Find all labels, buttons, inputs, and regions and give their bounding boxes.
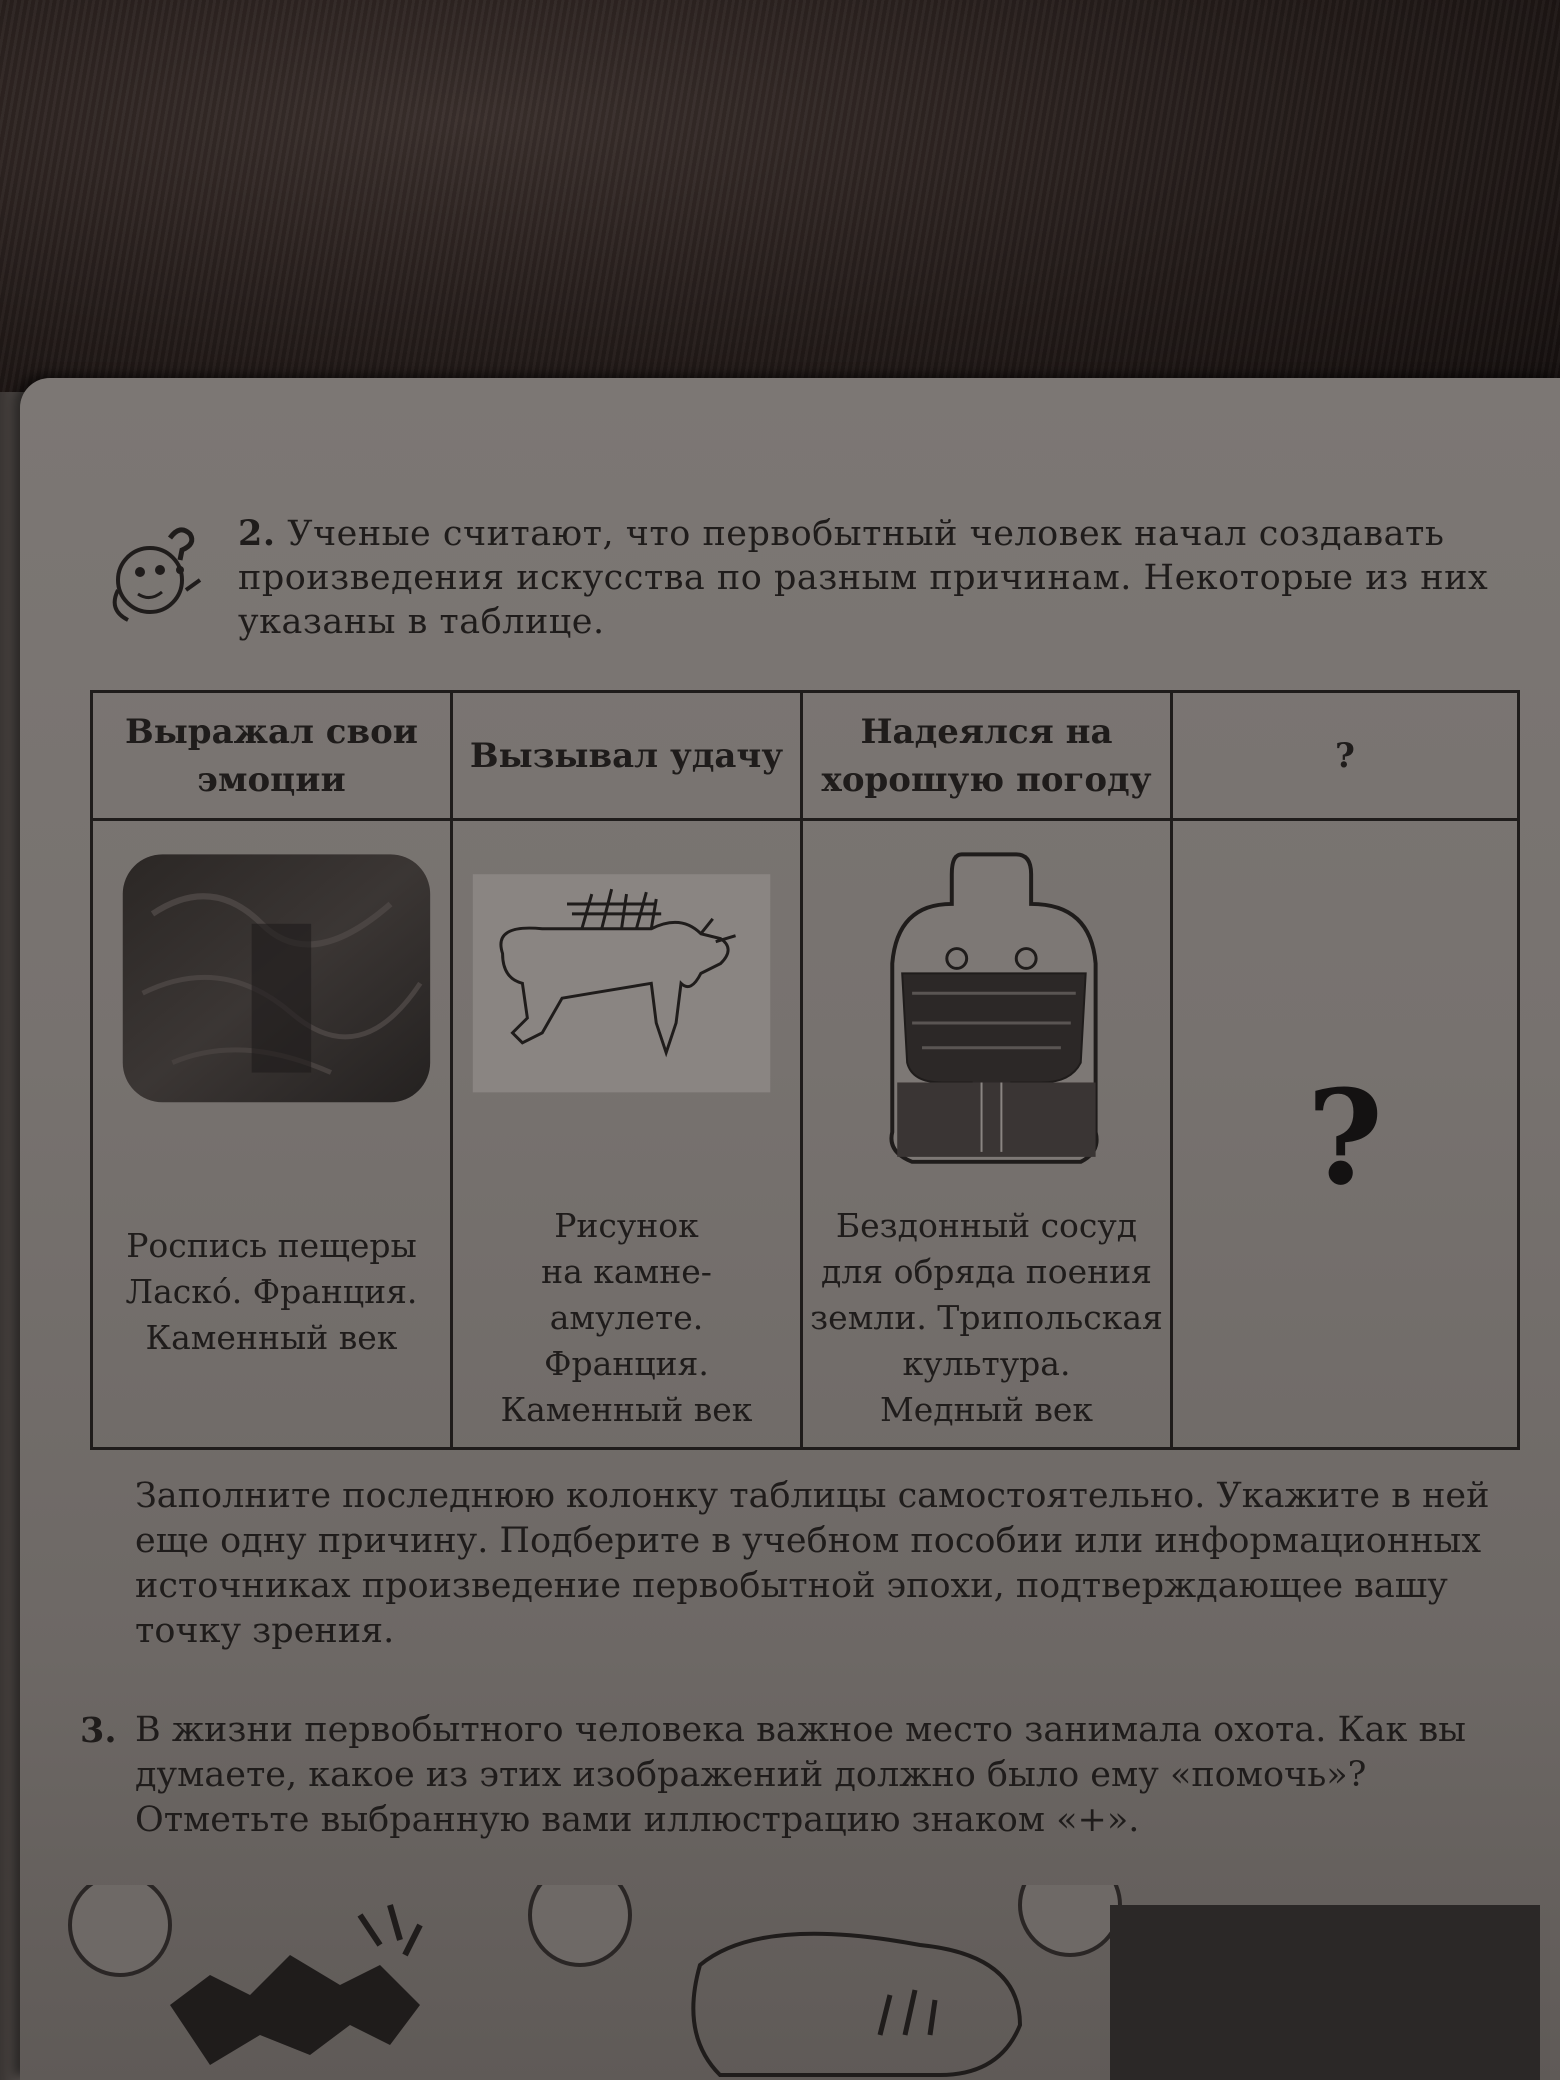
caption-line: Ласко́. Франция. [125,1272,418,1311]
column-header: Надеялся на хорошую погоду [803,693,1170,821]
column-caption [453,1203,800,1433]
thinking-character-icon [108,520,208,630]
caption-line: для обряда поения [821,1252,1152,1291]
task3-illustrations [60,1885,1540,2080]
column-header: Выражал свои эмоции [93,693,450,821]
caption-line: Каменный век [145,1318,398,1357]
question-mark-placeholder: ? [1306,1061,1384,1214]
caption-line: Франция. [544,1344,709,1383]
caption-line: Медный век [879,1390,1094,1429]
caption-line: Каменный век [500,1390,753,1429]
column-header: ? [1173,693,1517,821]
task2-statement [238,512,1498,644]
caption-line: на камне- [541,1252,712,1291]
bottomless-vessel-image [803,833,1170,1203]
task3-text: В жизни первобытного человека важное место занимала охота. Как вы думаете, какое из этих изображений должно было ему «помочь»? Отметьте выбранную вами иллюстрацию знаком «+». [135,1710,1467,1840]
column-header: Вызывал удачу [453,693,800,821]
caption-line: Бездонный сосуд [835,1206,1138,1245]
caption-line: амулете. [549,1298,704,1337]
task2-instruction: Заполните последнюю колонку таблицы самостоятельно. Укажите в ней еще одну причину. Подберите в учебном пособии или информационных источниках произведение первобытной эпохи, подтверждающее вашу точку зрения. [135,1476,1490,1651]
background-surface [0,0,1560,400]
caption-line: земли. Трипольская [810,1298,1163,1337]
amulet-drawing-image [453,833,800,1203]
caption-line: культура. [902,1344,1071,1383]
table-column-weather [803,693,1173,1447]
table-column-emotions [93,693,453,1447]
column-caption [803,1203,1170,1433]
column-caption [93,1223,450,1361]
task3-statement [80,1708,1530,1843]
task3-number: 3. [80,1710,117,1751]
caption-line: Роспись пещеры [126,1226,417,1265]
task2-text: Ученые считают, что первобытный человек начал создавать произведения искусства по разным причинам. Некоторые из них указаны в таблице. [238,514,1489,642]
table-column-luck [453,693,803,1447]
caption-line: Рисунок [554,1206,699,1245]
table-column-unknown [1173,693,1517,1447]
task2-number: 2. [238,513,276,554]
reasons-table [90,690,1520,1450]
cave-painting-image [93,833,450,1203]
